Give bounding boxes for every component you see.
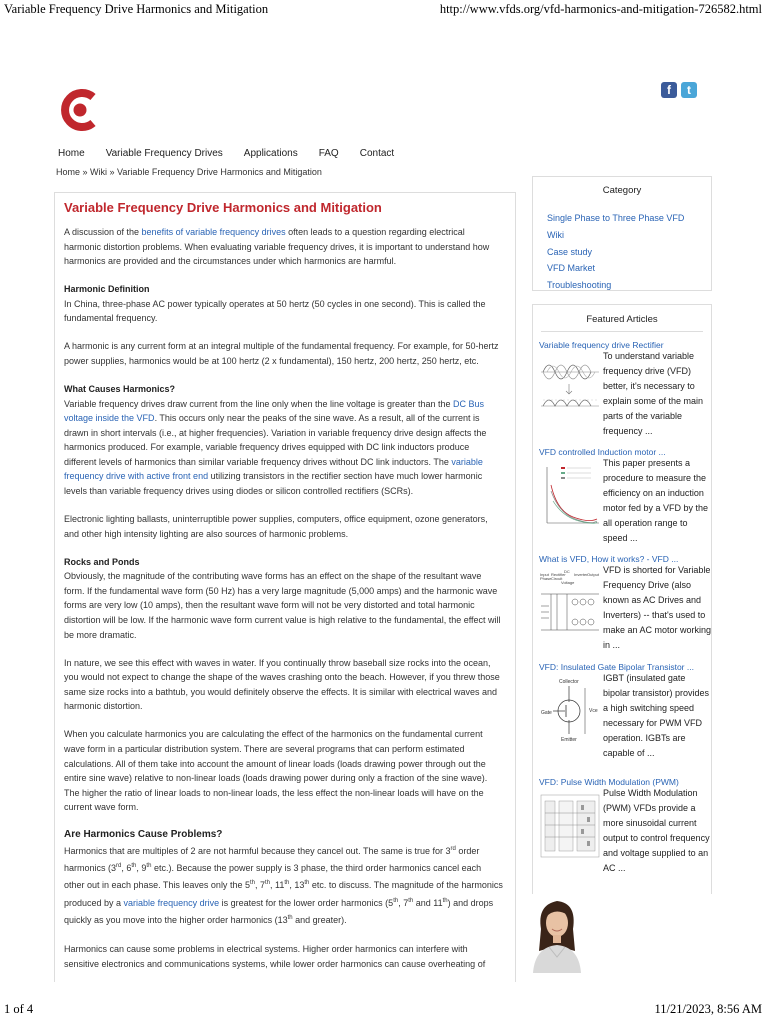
paragraph: When you calculate harmonics you are calculating the effect of the harmonics on the fundamental current wave form in a particular distribution system. There are several programs that can perform estimated calculations. All of them take into account the amount of linear loads (loads drawing power through out the entire sine wave) relative to non-linear loads (loads drawing power during only a fraction of the sine wave). The higher the ratio of linear loads to non-linear loads, the less effect the non-linear loads will have on the current wave form. [64,729,488,813]
vfd-label-voltage: Voltage [561,580,575,585]
divider [541,331,703,332]
paragraph: Harmonics can cause some problems in electrical systems. Higher order harmonics can interfere with sensitive electronics and communications systems, while lower order harmonics can cause overheating of [64,944,486,969]
nav-item-faq[interactable]: FAQ [318,148,339,159]
breadcrumb[interactable]: Home » Wiki » Variable Frequency Drive Harmonics and Mitigation [56,167,322,177]
print-page-number: 1 of 4 [4,1002,34,1016]
igbt-label-gate: Gate [541,710,552,716]
section-heading: What Causes Harmonics? [64,383,176,394]
print-datetime: 11/21/2023, 8:56 AM [654,1002,762,1016]
paragraph: In nature, we see this effect with waves in water. If you continually throw baseball size rocks into the ocean, you would not expect to change the shape of the waves crashing onto the beach. However, if you threw those same size rocks into a bathtub, you would definitely observe the effects. It is similar with electrical waves and harmonic distortion. [64,657,500,712]
vfd-label-circuit: Circuit [551,576,563,581]
paragraph: A harmonic is any current form at an integral multiple of the fundamental frequency. For example, for 50-hertz power supplies, harmonics would be at 100 hertz (2 x fundamental), 150 hertz, 200 hertz, 250 hertz, etc. [64,341,499,366]
featured-item-desc: Pulse Width Modulation (PWM) VFDs provide a more sinusoidal current output to control frequency and voltage supplied to an AC ... [603,788,710,874]
intro-paragraph: A discussion of the benefits of variable frequency drives often leads to a question regarding electrical harmonic distortion problems. When evaluating variable frequency drives, it is important to understand how harmonics are provided and the circumstances under which harmonics are harmful. [64,227,490,267]
featured-item [539,446,711,544]
nav-item-variable-frequency-drives[interactable]: Variable Frequency Drives [105,148,223,159]
support-avatar[interactable] [527,895,587,973]
vfd-label-phase: Phase [540,576,552,581]
social-links [661,82,697,98]
featured-item [539,661,711,759]
featured-item [539,339,711,437]
featured-item-desc: VFD is shorted for Variable Frequency Drive (also known as AC Drives and Inverters) -- that's used to make an AC motor working in ... [603,565,712,651]
section-heading: Harmonic Definition [64,284,150,295]
featured-panel [532,304,712,894]
paragraph: In China, three-phase AC power typically operates at 50 hertz (50 cycles in one second). This is called the fundamental frequency. [64,298,486,324]
paragraph: Harmonics that are multiples of 2 are not harmful because they cancel out. The same is true for 3rd order harmonics (3rd, 6th, 9th etc.). Because the power supply is 3 phase, the third order harmonics cancel each other out in each phase. This leaves only the 5th, 7th, 11th, 13th etc. to discuss. The magnitude of the harmonics produced by a variable frequency drive is greatest for the lower order harmonics (5th, 7th and 11th) and drops quickly as you move into the higher order harmonics (13th and greater). [64,845,503,925]
featured-title: Featured Articles [586,314,658,325]
featured-item-title[interactable]: What is VFD, How it works? - VFD ... [539,554,679,564]
igbt-label-collector: Collector [559,679,579,685]
featured-item-desc: IGBT (insulated gate bipolar transistor) provides a high switching speed necessary for PWM VFD operation. IGBTs are capable of ... [603,673,710,759]
category-panel [532,176,712,291]
igbt-label-emitter: Emitter [561,737,577,743]
vfd-label-dc: DC [564,569,570,574]
featured-item-desc: To understand variable frequency drive (VFD) better, it's necessary to explain some of the main parts of the variable frequency ... [603,351,704,437]
category-item[interactable]: Wiki [547,229,564,240]
paragraph: Obviously, the magnitude of the contributing wave forms has an effect on the shape of the resultant wave form. If the fundamental wave form (50 Hz) has a very large magnitude (5,000 amps) and the harmonic wave forms are very low (10 amps), then the resultant wave form will not be very distorted and total harmonic distortion will be low. If the harmonic wave form current value is high relative to the fundamental, the effect will be more dramatic. [64,571,501,640]
category-item[interactable]: Troubleshooting [547,280,612,291]
vfd-label-output: Output [587,572,600,577]
print-footer [4,1002,762,1018]
featured-item-desc: This paper presents a procedure to measure the efficiency on an induction motor fed by a VFD by the all operation range to speed ... [603,458,709,544]
featured-item [539,776,711,874]
benefits-link[interactable]: benefits of variable frequency drives [141,227,286,237]
pwm-diagram-thumbnail-icon[interactable] [539,791,601,859]
efficiency-chart-thumbnail-icon[interactable] [539,461,601,529]
vfd-label-inverter: Inverter [574,572,588,577]
section-heading: Are Harmonics Cause Problems? [64,829,223,841]
main-nav [58,148,415,159]
section-heading: Rocks and Ponds [64,556,140,567]
print-header [4,2,762,18]
nav-item-applications[interactable]: Applications [243,148,298,159]
vfd-circuit-thumbnail-icon[interactable] [539,568,601,636]
article-body [64,225,504,972]
vfd-link[interactable]: variable frequency drive [123,897,220,908]
logo-c-icon[interactable] [60,87,100,133]
nav-item-home[interactable]: Home [58,148,85,159]
featured-item [539,553,712,651]
category-item[interactable]: Case study [547,246,593,257]
category-item[interactable]: Single Phase to Three Phase VFD [547,213,685,223]
active-front-end-link[interactable]: variable frequency drive with active front end [64,456,483,482]
featured-item-title[interactable]: Variable frequency drive Rectifier [539,340,664,350]
rectifier-waveform-thumbnail-icon[interactable] [539,354,601,422]
facebook-icon[interactable]: f [661,82,677,98]
paragraph: Electronic lighting ballasts, uninterruptible power supplies, computers, office equipment, ozone generators, and other high intensity lighting are also sources of harmonic problems. [64,514,488,539]
twitter-icon[interactable]: t [681,82,697,98]
print-page-title: Variable Frequency Drive Harmonics and Mitigation [4,2,269,16]
category-title: Category [602,185,642,196]
igbt-label-vce: Vce [589,708,598,714]
nav-item-contact[interactable]: Contact [359,148,395,159]
vfd-label-rectifier: Rectifier [551,572,566,577]
featured-item-title[interactable]: VFD: Pulse Width Modulation (PWM) [539,777,679,787]
category-item[interactable]: VFD Market [547,263,596,274]
vfd-label-input: Input [540,572,549,577]
article-title: Variable Frequency Drive Harmonics and Mitigation [64,200,382,215]
featured-item-title[interactable]: VFD controlled Induction motor ... [539,447,666,457]
featured-item-title[interactable]: VFD: Insulated Gate Bipolar Transistor ... [539,662,694,672]
article-container [54,192,516,982]
print-page-url[interactable]: http://www.vfds.org/vfd-harmonics-and-mitigation-726582.html [439,2,762,16]
paragraph: Variable frequency drives draw current from the line only when the line voltage is greater than the DC Bus voltage inside the VFD. This occurs only near the peaks of the sine wave. As a result, all of the current is drawn in short intervals (i.e., at higher frequencies). Variation in variable frequency drive design affects the harmonics produced. For example, variable frequency drives equipped with DC link inductors produce different levels of harmonics than similar variable frequency drives without DC link inductors. The variable frequency drive with active front end utilizing transistors in the rectifier section have much lower harmonic levels than variable frequency drives using diodes or silicon controlled rectifiers (SCRs). [64,398,487,497]
dc-bus-link[interactable]: DC Bus voltage inside the VFD [64,398,485,424]
igbt-symbol-thumbnail-icon[interactable] [539,676,601,744]
